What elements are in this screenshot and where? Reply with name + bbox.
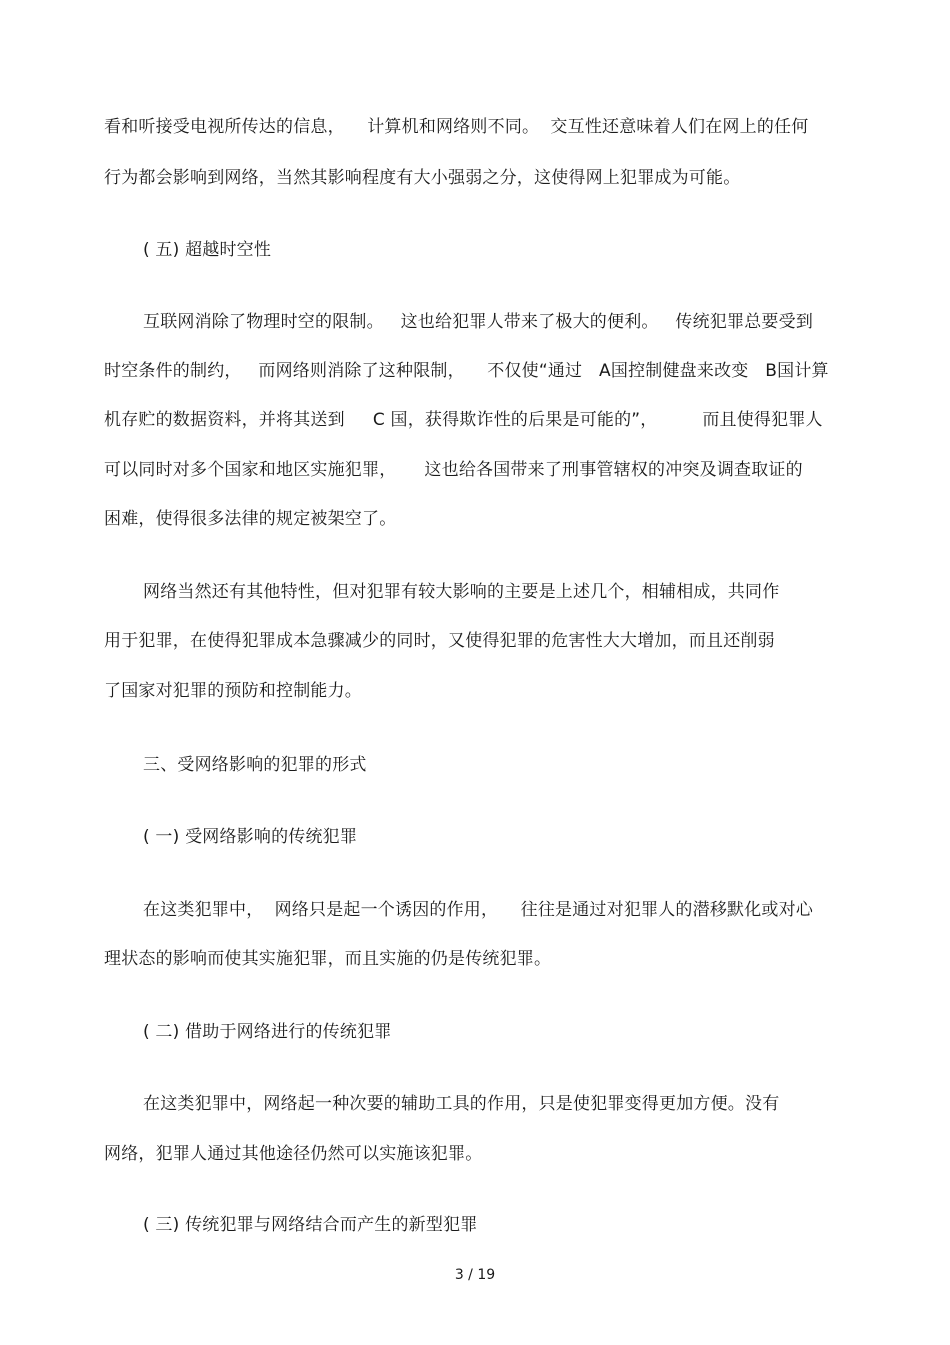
section-heading: ( 五) 超越时空性 xyxy=(143,240,272,260)
text-line: 看和听接受电视所传达的信息， 计算机和网络则不同。 交互性还意味着人们在网上的任何 xyxy=(104,117,809,137)
section-heading: ( 二) 借助于网络进行的传统犯罪 xyxy=(143,1022,392,1042)
page-number: 3 / 19 xyxy=(454,1267,496,1283)
section-heading: 三、受网络影响的犯罪的形式 xyxy=(143,755,367,775)
text-line: 理状态的影响而使其实施犯罪，而且实施的仍是传统犯罪。 xyxy=(104,949,552,969)
text-line: 行为都会影响到网络，当然其影响程度有大小强弱之分，这使得网上犯罪成为可能。 xyxy=(104,168,741,188)
text-line: 机存贮的数据资料，并将其送到 C 国，获得欺诈性的后果是可能的”， 而且使得犯罪人 xyxy=(104,410,823,430)
text-line: 用于犯罪，在使得犯罪成本急骤减少的同时，又使得犯罪的危害性大大增加，而且还削弱 xyxy=(104,631,775,651)
text-line: 时空条件的制约， 而网络则消除了这种限制， 不仅使“通过 A国控制健盘来改变 B国计算 xyxy=(104,361,829,381)
text-line: 在这类犯罪中，网络起一种次要的辅助工具的作用，只是使犯罪变得更加方便。没有 xyxy=(143,1094,780,1114)
text-line: 互联网消除了物理时空的限制。 这也给犯罪人带来了极大的便利。 传统犯罪总要受到 xyxy=(143,312,814,332)
section-heading: ( 三) 传统犯罪与网络结合而产生的新型犯罪 xyxy=(143,1215,478,1235)
text-line: 在这类犯罪中， 网络只是起一个诱因的作用， 往往是通过对犯罪人的潜移默化或对心 xyxy=(143,900,814,920)
text-line: 网络，犯罪人通过其他途径仍然可以实施该犯罪。 xyxy=(104,1144,483,1164)
section-heading: ( 一) 受网络影响的传统犯罪 xyxy=(143,827,358,847)
text-line: 网络当然还有其他特性，但对犯罪有较大影响的主要是上述几个，相辅相成，共同作 xyxy=(143,582,780,602)
text-line: 可以同时对多个国家和地区实施犯罪， 这也给各国带来了刑事管辖权的冲突及调查取证的 xyxy=(104,460,803,480)
text-line: 了国家对犯罪的预防和控制能力。 xyxy=(104,681,362,701)
text-line: 困难，使得很多法律的规定被架空了。 xyxy=(104,509,397,529)
